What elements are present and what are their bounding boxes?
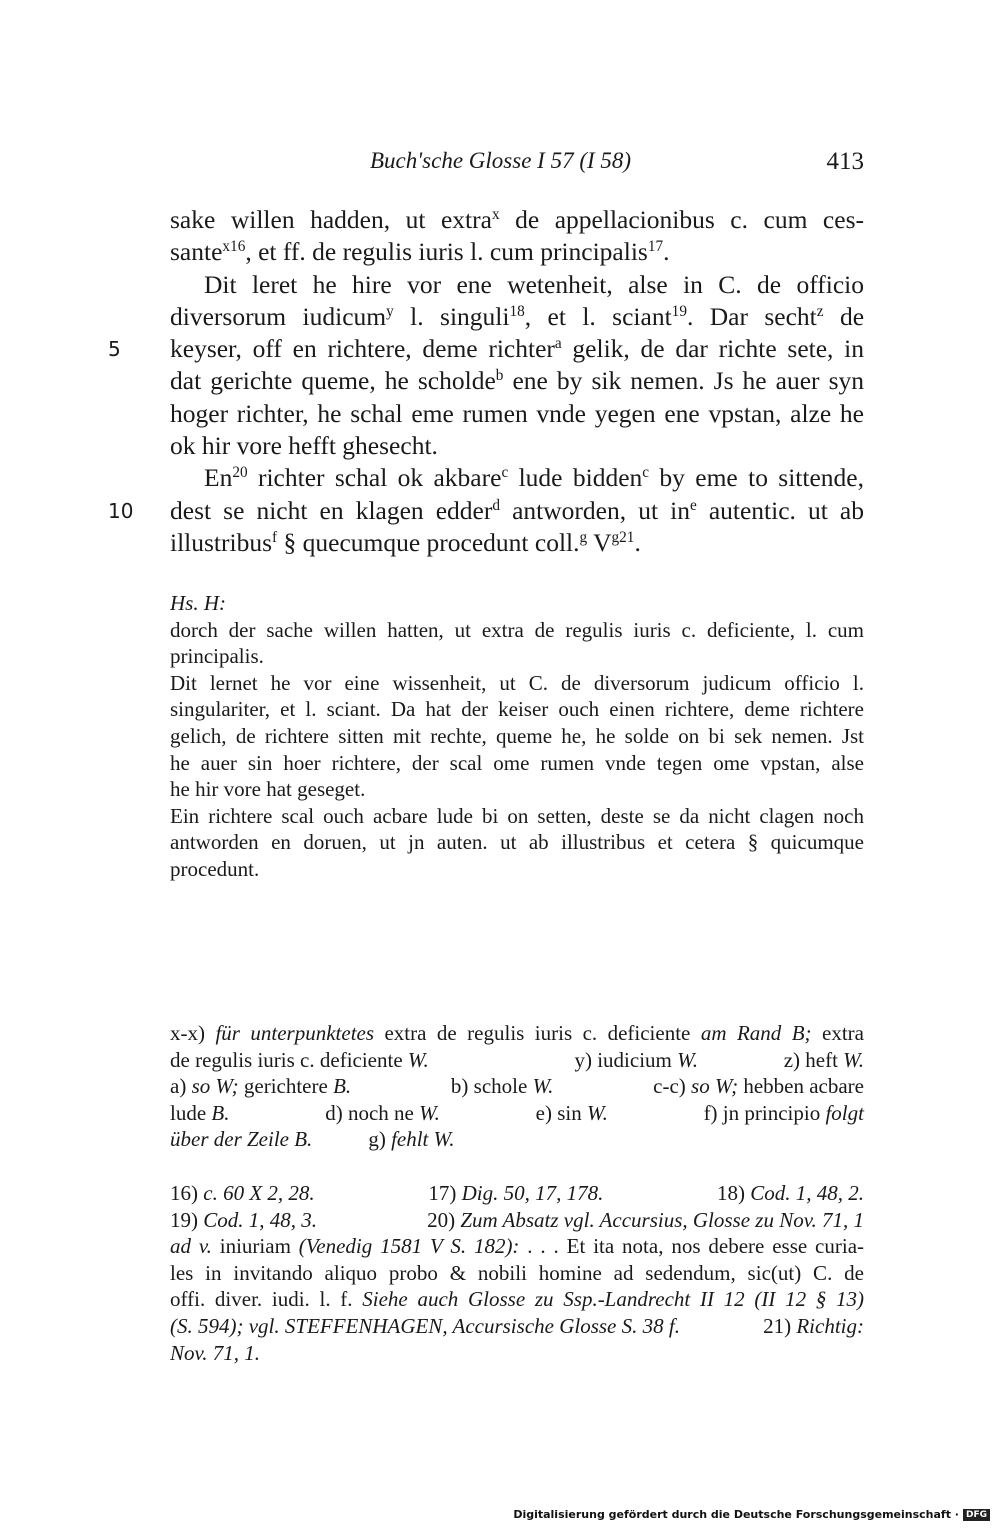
footnote-line: les in invitando aliquo probo & nobili homine ad sedendum, sic(ut) C. de [170, 1260, 864, 1285]
apparatus-line: x-x) für unterpunktetes extra de regulis iuris c. deficiente am Rand B; extra [170, 1021, 864, 1045]
text-line: hoger richter, he schal eme rumen vnde yegen ene vpstan, alze he [170, 398, 864, 428]
apparatus-line: lude B. d) noch ne W. e) sin W. f) jn principio folgt [170, 1100, 864, 1125]
section-label: Hs. H: [170, 591, 226, 615]
text-line: Ein richtere scal ouch acbare lude bi on setten, deste se da nicht clagen noch [170, 803, 864, 828]
text-line: dorch der sache willen hatten, ut extra de regulis iuris c. deficiente, l. cum [170, 617, 864, 642]
text-line: he hir vore hat geseget. [170, 777, 366, 802]
footnote-line: offi. diver. iudi. l. f. Siehe auch Glosse zu Ssp.-Landrecht II 12 (II 12 § 13) [170, 1287, 864, 1312]
dfg-logo: DFG [963, 1509, 990, 1521]
credit-text: Digitalisierung gefördert durch die Deutsche Forschungsgemeinschaft · [513, 1508, 959, 1521]
text-line: ok hir vore hefft ghesecht. [170, 431, 438, 461]
footnote-line: 19) Cod. 1, 48, 3. 20) Zum Absatz vgl. Accursius, Glosse zu Nov. 71, 1 [170, 1207, 864, 1232]
text-line: gelich, de richtere sitten mit rechte, queme he, he solde on bi sek nemen. Jst [170, 723, 864, 748]
text-line: 5 keyser, off en richtere, deme richter$^a$ gelik, de dar richte sete, in [170, 333, 864, 365]
text-line: diversorum iudicum$^y$ l. singuli$^{18}$, et l. sciant$^{19}$. Dar secht$^z$ de [170, 301, 865, 331]
main-text [108, 204, 865, 559]
text-line: procedunt. [170, 856, 260, 881]
text-line: singulariter, et l. sciant. Da hat der keiser ouch einen richtere, deme richtere [170, 697, 864, 722]
manuscript-h-section [170, 590, 864, 883]
footnote-line: 16) c. 60 X 2, 28. 17) Dig. 50, 17, 178. 18) Cod. 1, 48, 2. [170, 1181, 864, 1205]
apparatus-line: über der Zeile B. g) fehlt W. [170, 1127, 455, 1152]
text-line: Dit leret he hire vor ene wetenheit, alse in C. de officio [204, 269, 864, 299]
footnote-line: ad v. iniuriam (Venedig 1581 V S. 182): . . . Et ita nota, nos debere esse curia- [170, 1234, 865, 1259]
footnotes [170, 1180, 864, 1366]
line-number: 10 [108, 498, 134, 523]
text-line: Dit lernet he vor eine wissenheit, ut C. de diversorum judicum officio l. [170, 670, 864, 695]
apparatus-line: de regulis iuris c. deficiente W. y) iudicium W. z) heft W. [170, 1047, 864, 1072]
page-number: 413 [826, 148, 864, 175]
footnote-line: Nov. 71, 1. [170, 1340, 261, 1365]
text-line: sake willen hadden, ut extra$^x$ de appellacionibus c. cum ces- [170, 205, 864, 234]
text-line: he auer sin hoer richtere, der scal ome rumen vnde tegen ome vpstan, alse [170, 750, 864, 775]
funding-credit [513, 1508, 990, 1521]
text-line: dat gerichte queme, he scholde$^b$ ene by sik nemen. Js he auer syn [170, 366, 864, 396]
text-line: principalis. [170, 644, 264, 669]
text-line: illustribus$^f$ § quecumque procedunt coll.$^g$ $V^{g21}$. [170, 527, 641, 557]
critical-apparatus [170, 1020, 864, 1153]
text-line: 10 dest se nicht en klagen edder$^d$ antworden, ut $in^e$ autentic. ut ab [170, 495, 864, 527]
line-number: 5 [108, 337, 121, 362]
text-line: antworden en doruen, ut jn auten. ut ab illustribus et cetera § quicumque [170, 830, 864, 855]
text-line: En$^{20}$ richter schal ok akbare$^c$ lude bidden$^c$ by eme to sittende, [204, 463, 864, 493]
running-title: Buch'sche Glosse I 57 (I 58) [370, 148, 632, 173]
text-line: sante$^{x16}$, et ff. de regulis iuris l. cum principalis$^{17}$. [170, 237, 670, 267]
footnote-line: (S. 594); vgl. STEFFENHAGEN, Accursische Glosse S. 38 f. 21) Richtig: [170, 1313, 864, 1338]
running-header [170, 148, 864, 180]
apparatus-line: a) so W; gerichtere B. b) schole W. c-c) so W; hebben acbare [170, 1074, 864, 1099]
